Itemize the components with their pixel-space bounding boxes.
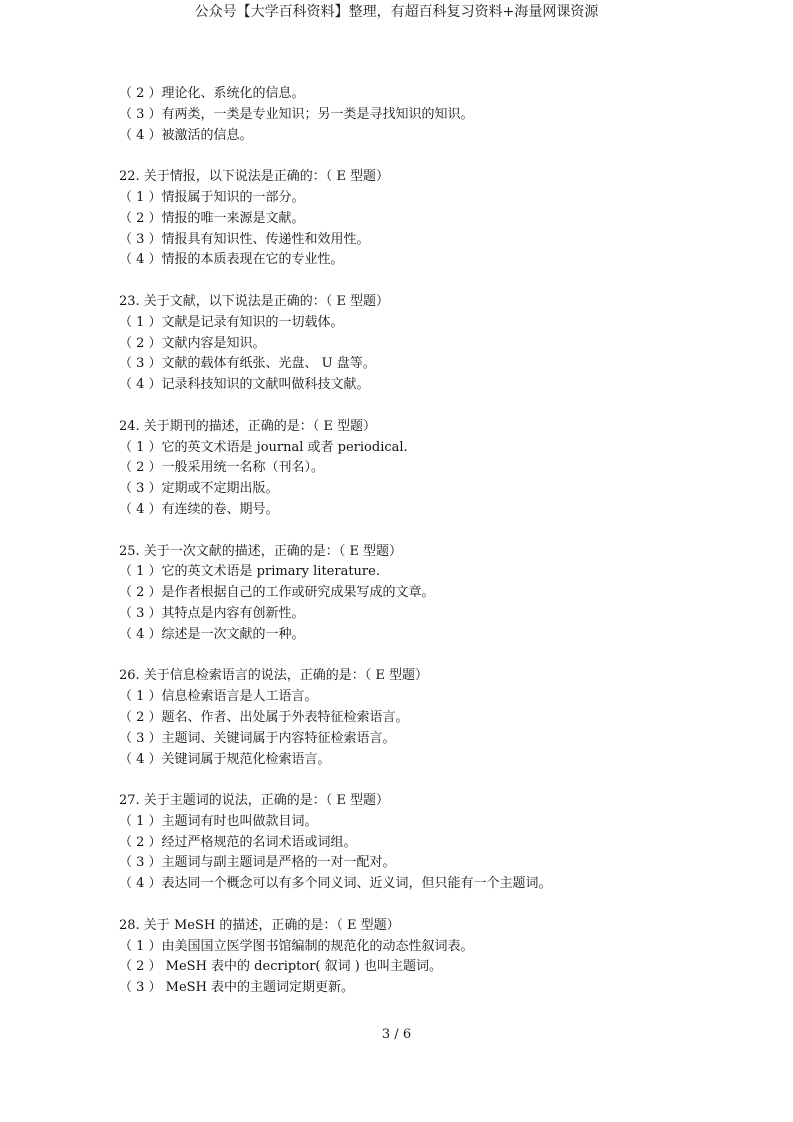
page-number: 3 / 6 [381, 1027, 412, 1042]
page-header: 公众号【大学百科资料】整理，有超百科复习资料+海量网课资源 [194, 4, 599, 20]
carryover-options [119, 84, 719, 146]
option-line: （ 3 ） MeSH 表中的主题词定期更新。 [119, 980, 355, 996]
option-line: （ 2 ）一般采用统一名称（刊名）。 [119, 460, 325, 476]
option-line: （ 2 ）理论化、系统化的信息。 [119, 86, 305, 101]
question-24 [119, 417, 719, 521]
option-line: （ 3 ）文献的载体有纸张、光盘、 U 盘等。 [119, 356, 376, 372]
option-line: （ 4 ）有连续的卷、期号。 [119, 501, 279, 517]
option-line: （ 4 ）被激活的信息。 [119, 127, 253, 143]
option-line: （ 1 ）由美国国立医学图书馆编制的规范化的动态性叙词表。 [119, 938, 474, 954]
option-line: （ 1 ）信息检索语言是人工语言。 [119, 689, 318, 705]
question-stem: 26. 关于信息检索语言的说法，正确的是：（ E 型题） [119, 668, 429, 684]
question-stem: 24. 关于期刊的描述，正确的是：（ E 型题） [119, 418, 377, 434]
option-line: （ 4 ）关键词属于规范化检索语言。 [119, 751, 331, 767]
option-line: （ 2 ）题名、作者、出处属于外表特征检索语言。 [119, 709, 409, 725]
option-line: （ 3 ）情报具有知识性、传递性和效用性。 [119, 231, 370, 247]
option-line: （ 4 ）情报的本质表现在它的专业性。 [119, 252, 344, 268]
question-22 [119, 167, 719, 271]
option-line: （ 2 ）情报的唯一来源是文献。 [119, 210, 305, 226]
option-line: （ 2 ） MeSH 表中的 decriptor( 叙词 ) 也叫主题词。 [119, 959, 442, 975]
question-stem: 25. 关于一次文献的描述，正确的是：（ E 型题） [119, 543, 403, 559]
option-line: （ 1 ）它的英文术语是 primary literature. [119, 564, 380, 580]
question-26 [119, 666, 719, 770]
option-line: （ 1 ）它的英文术语是 journal 或者 periodical. [119, 439, 408, 455]
question-stem: 27. 关于主题词的说法，正确的是：（ E 型题） [119, 793, 390, 809]
option-line: （ 1 ）文献是记录有知识的一切载体。 [119, 314, 344, 330]
option-line: （ 3 ）定期或不定期出版。 [119, 481, 279, 497]
question-23 [119, 292, 719, 396]
option-line: （ 2 ）文献内容是知识。 [119, 335, 266, 351]
option-line: （ 3 ）有两类，一类是专业知识；另一类是寻找知识的知识。 [119, 106, 474, 122]
option-line: （ 1 ）主题词有时也叫做款目词。 [119, 813, 318, 829]
question-28 [119, 916, 719, 999]
option-line: （ 1 ）情报属于知识的一部分。 [119, 189, 305, 205]
option-line: （ 4 ）表达同一个概念可以有多个同义词、近义词，但只能有一个主题词。 [119, 876, 552, 892]
option-line: （ 4 ）记录科技知识的文献叫做科技文献。 [119, 377, 370, 393]
option-line: （ 3 ）主题词、关键词属于内容特征检索语言。 [119, 730, 396, 746]
option-line: （ 3 ）其特点是内容有创新性。 [119, 605, 305, 621]
question-stem: 23. 关于文献，以下说法是正确的：（ E 型题） [119, 293, 390, 309]
question-stem: 22. 关于情报，以下说法是正确的：（ E 型题） [119, 169, 390, 185]
question-25 [119, 542, 719, 646]
option-line: （ 2 ）经过严格规范的名词术语或词组。 [119, 834, 357, 850]
page-content [119, 84, 719, 1020]
question-27 [119, 791, 719, 895]
option-line: （ 2 ）是作者根据自己的工作或研究成果写成的文章。 [119, 585, 435, 601]
question-stem: 28. 关于 MeSH 的描述，正确的是：（ E 型题） [119, 917, 400, 933]
option-line: （ 4 ）综述是一次文献的一种。 [119, 626, 305, 642]
option-line: （ 3 ）主题词与副主题词是严格的一对一配对。 [119, 855, 396, 871]
